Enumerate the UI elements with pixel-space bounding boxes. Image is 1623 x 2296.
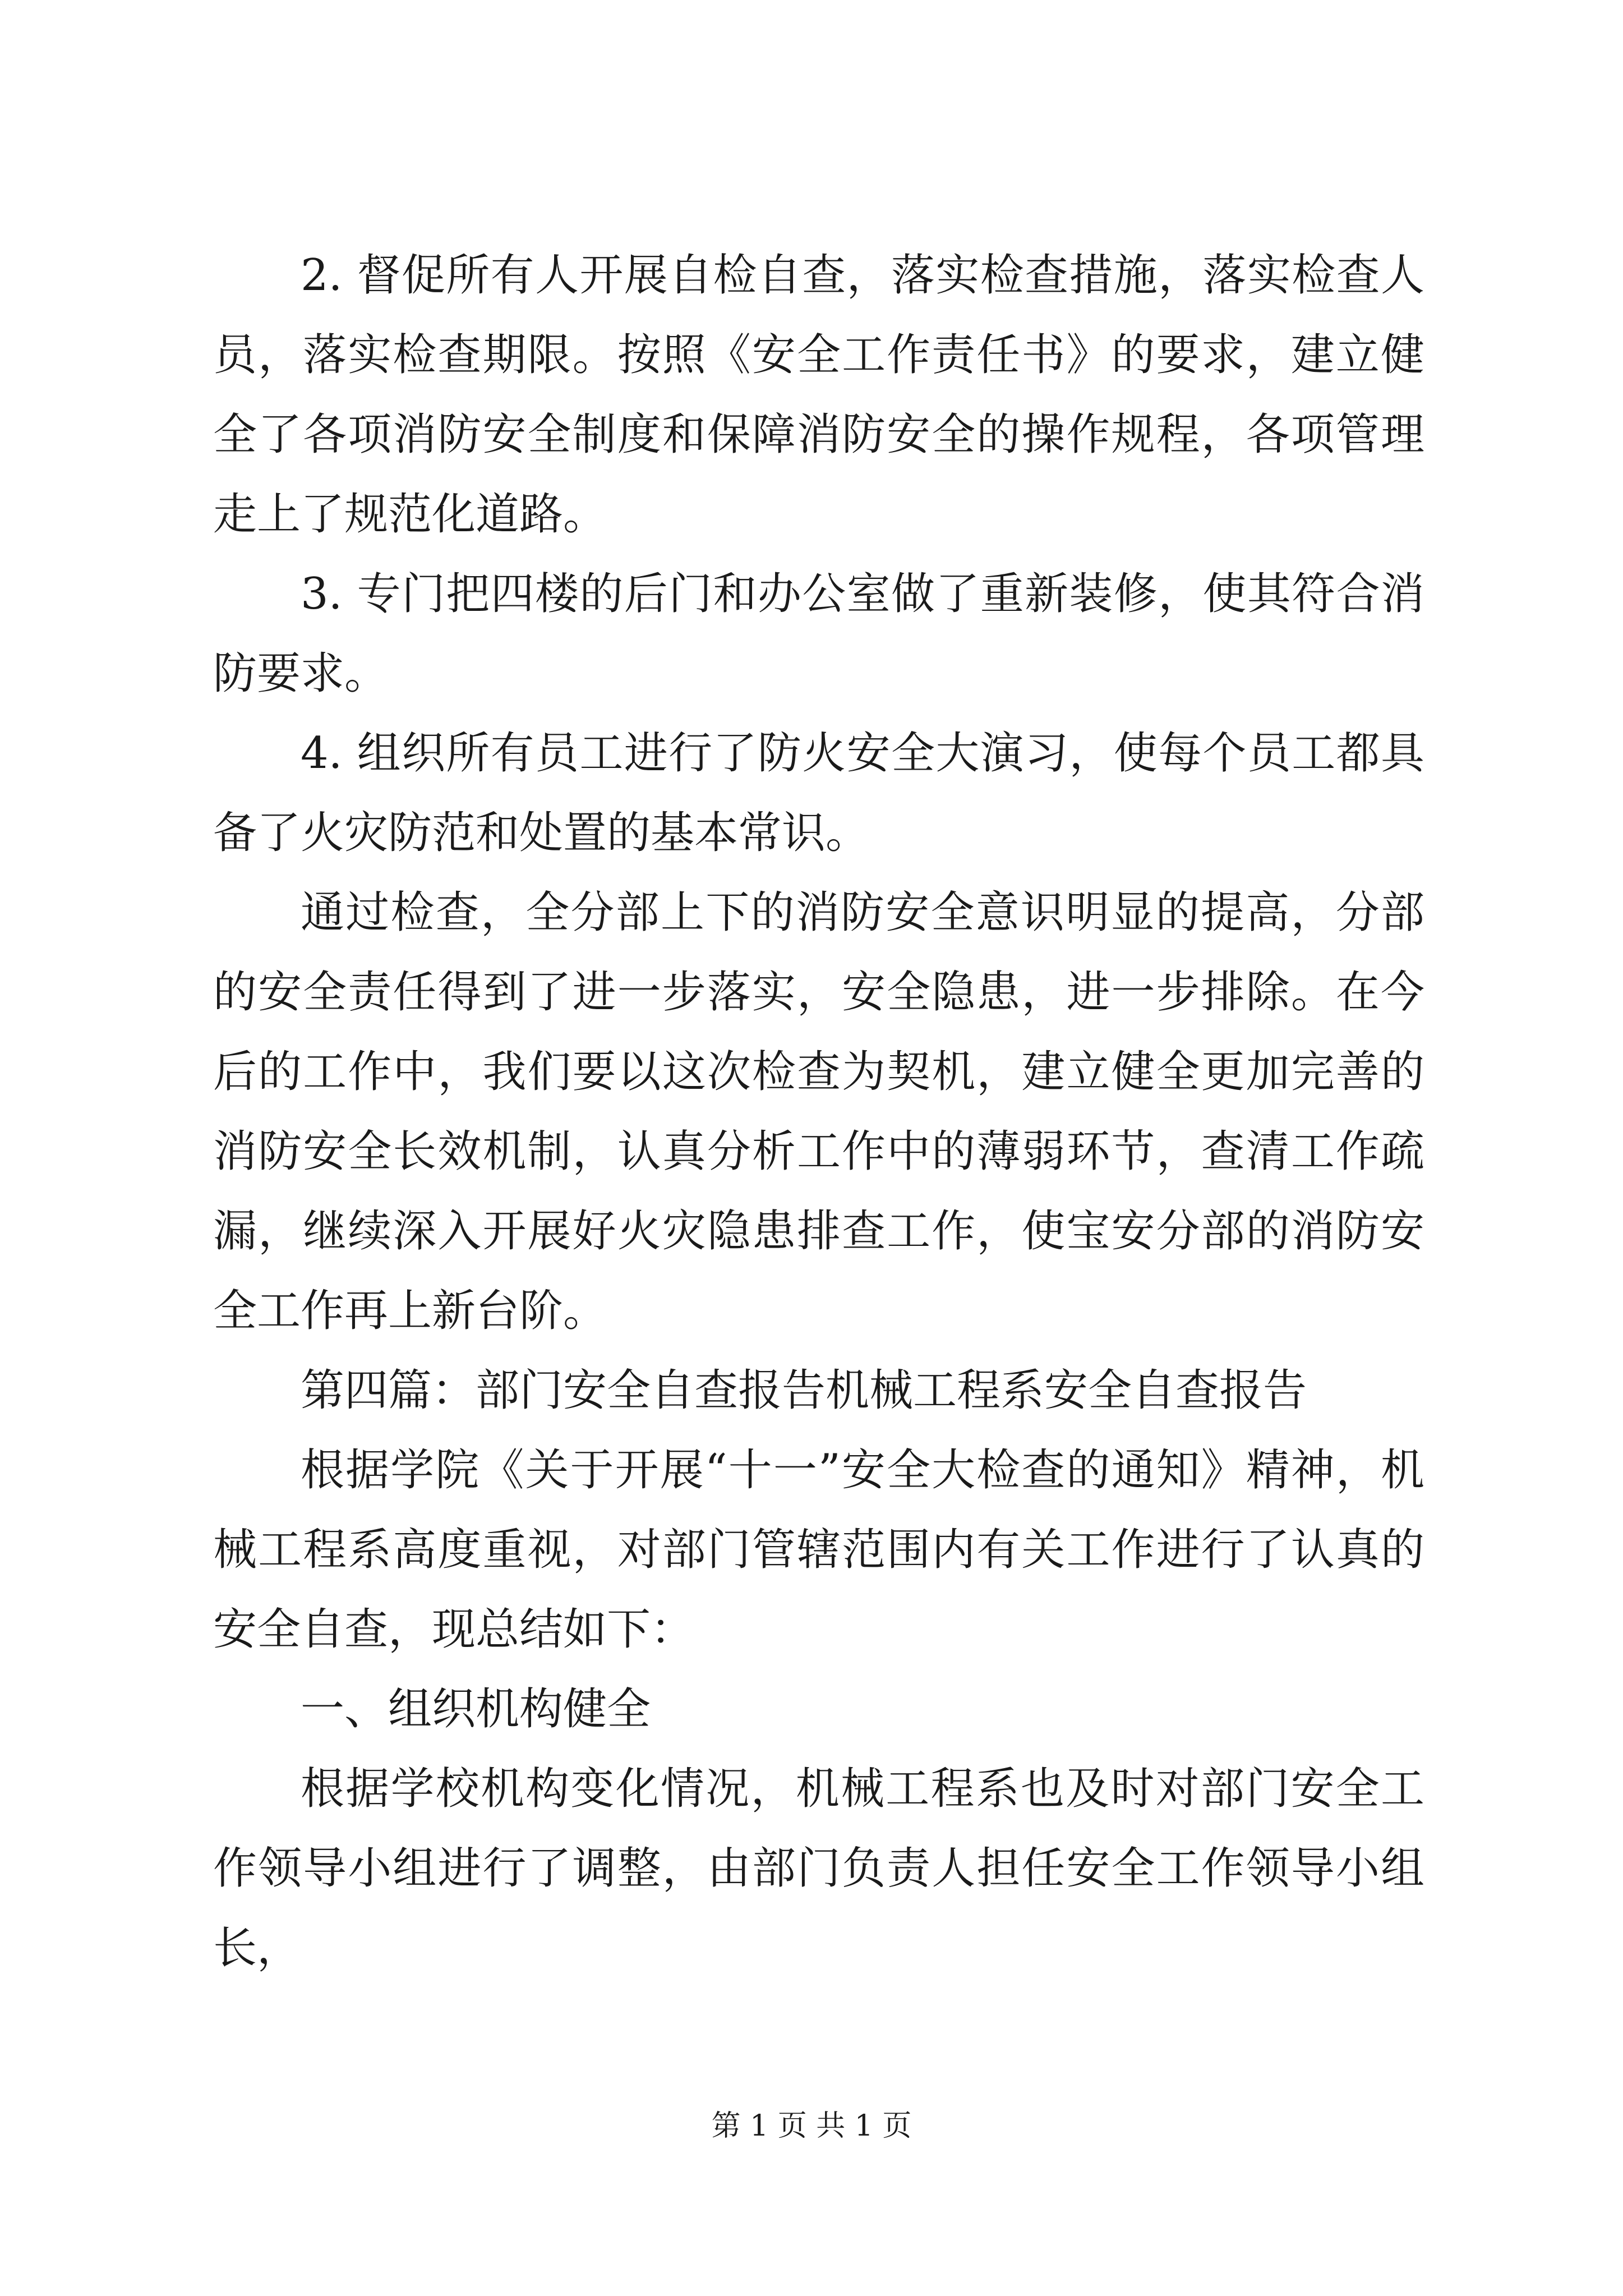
- paragraph-summary: 通过检查，全分部上下的消防安全意识明显的提高，分部的安全责任得到了进一步落实，安全隐患，进一步排除。在今后的工作中，我们要以这次检查为契机，建立健全更加完善的消防安全长效机制，认真分析工作中的薄弱环节，查清工作疏漏，继续深入开展好火灾隐患排查工作，使宝安分部的消防安全工作再上新台阶。: [213, 887, 1424, 1336]
- paragraph-item-2: 2. 督促所有人开展自检自查，落实检查措施，落实检查人员，落实检查期限。按照《安全工作责任书》的要求，建立健全了各项消防安全制度和保障消防安全的操作规程，各项管理走上了规范化道路。: [213, 250, 1424, 540]
- paragraph-item-3: 3. 专门把四楼的后门和办公室做了重新装修，使其符合消防要求。: [213, 569, 1424, 699]
- document-body: [213, 236, 1424, 1988]
- paragraph-organization: 根据学校机构变化情况，机械工程系也及时对部门安全工作领导小组进行了调整，由部门负责人担任安全工作领导小组长，: [213, 1764, 1424, 1973]
- page-footer: 第 1 页 共 1 页: [711, 2109, 912, 2143]
- paragraph-intro: 根据学院《关于开展“十一”安全大检查的通知》精神，机械工程系高度重视，对部门管辖范围内有关工作进行了认真的安全自查，现总结如下：: [213, 1445, 1424, 1655]
- section-heading-part-four: 第四篇：部门安全自查报告机械工程系安全自查报告: [301, 1365, 1307, 1416]
- paragraph-item-4: 4. 组织所有员工进行了防火安全大演习，使每个员工都具备了火灾防范和处置的基本常识。: [213, 728, 1424, 858]
- subheading-organization: 一、组织机构健全: [301, 1684, 651, 1734]
